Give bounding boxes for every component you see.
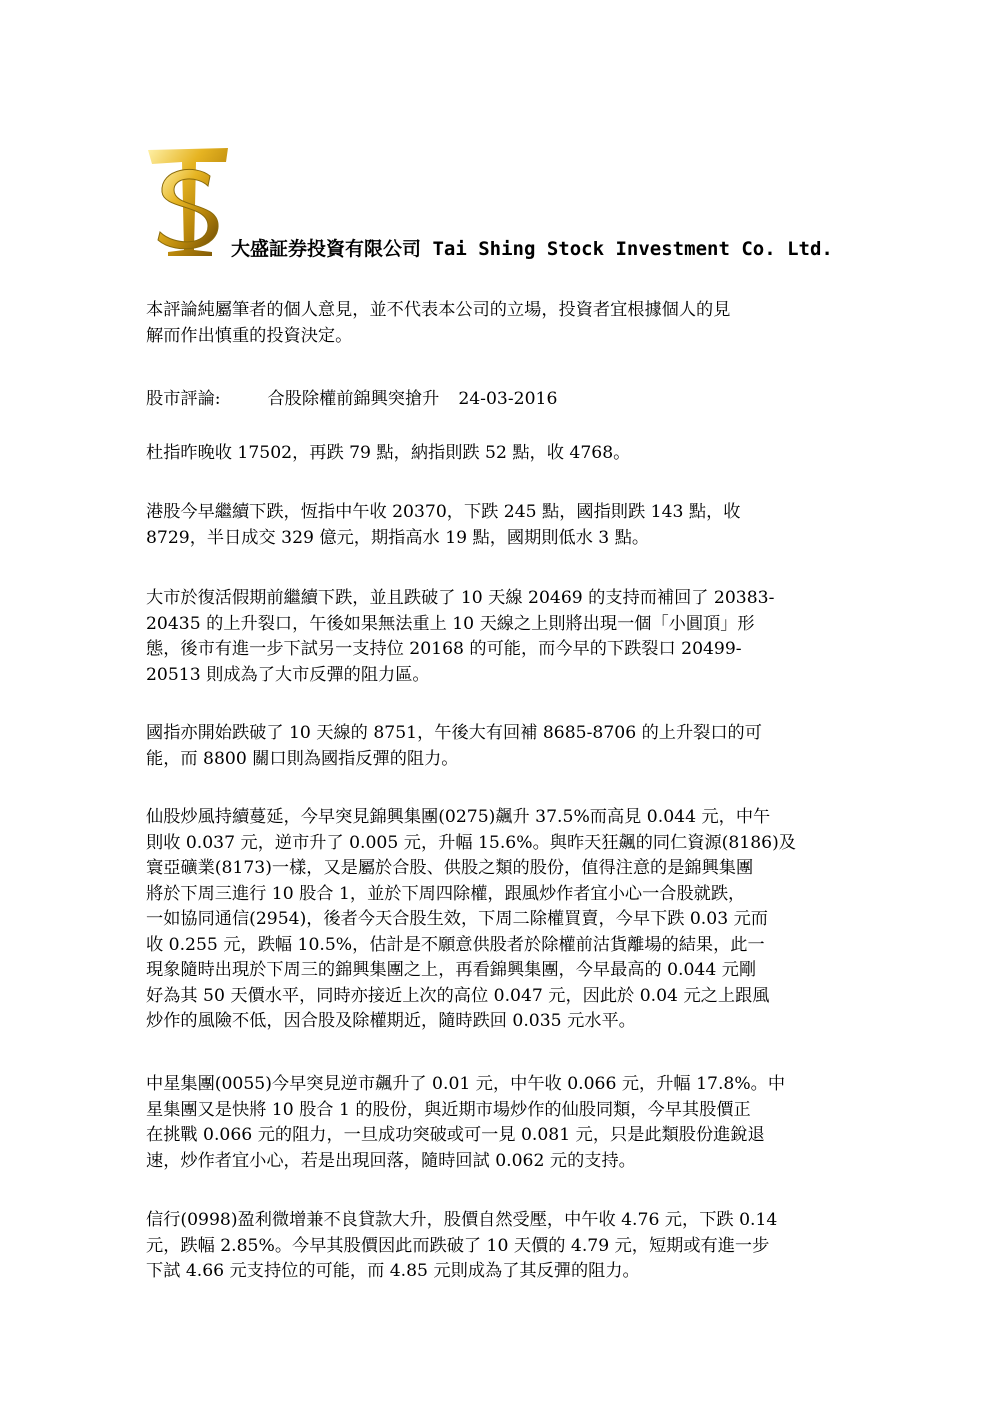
paragraph-line: 元，跌幅 2.85%。今早其股價因此而跌破了 10 天價的 4.79 元，短期或有進一步 <box>146 1235 770 1256</box>
paragraph-line: 信行(0998)盈利微增兼不良貸款大升，股價自然受壓，中午收 4.76 元，下跌 0.14 <box>146 1210 778 1230</box>
paragraph-line: 杜指昨晚收 17502，再跌 79 點，納指則跌 52 點，收 4768。 <box>146 443 631 463</box>
paragraph-line: 炒作的風險不低，因合股及除權期近，隨時跌回 0.035 元水平。 <box>146 1011 636 1031</box>
paragraph-line: 現象隨時出現於下周三的錦興集團之上，再看錦興集團，今早最高的 0.044 元剛 <box>146 960 757 980</box>
paragraph-hscei <box>146 721 846 772</box>
disclaimer <box>146 298 846 349</box>
paragraph-line: 在挑戰 0.066 元的阻力，一旦成功突破或可一見 0.081 元，只是此類股份進銳退 <box>146 1125 765 1145</box>
paragraph-penny-stocks <box>146 805 846 1035</box>
paragraph-line: 中星集團(0055)今早突見逆市飆升了 0.01 元，中午收 0.066 元，升幅 17.8%。中 <box>146 1074 786 1094</box>
paragraph-line: 星集團又是快將 10 股合 1 的股份，與近期市場炒作的仙股同類，今早其股價正 <box>146 1099 751 1120</box>
paragraph-line: 大市於復活假期前繼續下跌，並且跌破了 10 天線 20469 的支持而補回了 20383- <box>146 588 775 608</box>
commentary-heading <box>146 384 557 409</box>
paragraph-line: 寰亞礦業(8173)一樣，又是屬於合股、供股之類的股份，值得注意的是錦興集團 <box>146 858 754 878</box>
paragraph-line: 好為其 50 天價水平，同時亦接近上次的高位 0.047 元，因此於 0.04 元之上跟風 <box>146 985 770 1006</box>
commentary-title: 合股除權前錦興突搶升 <box>267 389 440 409</box>
paragraph-line: 港股今早繼續下跌，恆指中午收 20370，下跌 245 點，國指則跌 143 點，收 <box>146 502 741 522</box>
company-name-en: Tai Shing Stock Investment Co. Ltd. <box>432 238 833 260</box>
commentary-label: 股市評論: <box>146 389 221 409</box>
company-logo <box>146 146 230 256</box>
commentary-date: 24-03-2016 <box>458 389 558 409</box>
paragraph-market-outlook <box>146 586 846 688</box>
paragraph-line: 收 0.255 元，跌幅 10.5%，估計是不願意供股者於除權前沽貨離場的結果，此一 <box>146 934 765 955</box>
paragraph-line: 一如協同通信(2954)，後者今天合股生效，下周二除權買賣，今早下跌 0.03 元而 <box>146 909 768 929</box>
disclaimer-line: 解而作出慎重的投資決定。 <box>146 325 353 346</box>
paragraph-us-markets <box>146 441 846 467</box>
company-name <box>231 234 833 261</box>
paragraph-line: 國指亦開始跌破了 10 天線的 8751，午後大有回補 8685-8706 的上升裂口的可 <box>146 723 762 743</box>
company-name-zh: 大盛証券投資有限公司 <box>231 238 422 260</box>
paragraph-hk-market <box>146 500 846 551</box>
disclaimer-line: 本評論純屬筆者的個人意見，並不代表本公司的立場，投資者宜根據個人的見 <box>146 300 731 320</box>
paragraph-china-star <box>146 1072 846 1174</box>
paragraph-line: 速，炒作者宜小心，若是出現回落，隨時回試 0.062 元的支持。 <box>146 1150 636 1171</box>
paragraph-line: 下試 4.66 元支持位的可能，而 4.85 元則成為了其反彈的阻力。 <box>146 1261 640 1281</box>
paragraph-line: 20513 則成為了大市反彈的阻力區。 <box>146 664 430 685</box>
paragraph-line: 態，後市有進一步下試另一支持位 20168 的可能，而今早的下跌裂口 20499- <box>146 639 742 659</box>
paragraph-citic-bank <box>146 1208 846 1285</box>
paragraph-line: 仙股炒風持續蔓延，今早突見錦興集團(0275)飆升 37.5%而高見 0.044 元，中午 <box>146 807 771 827</box>
paragraph-line: 則收 0.037 元，逆市升了 0.005 元，升幅 15.6%。與昨天狂飆的同仁資源(8186)及 <box>146 832 796 853</box>
paragraph-line: 8729，半日成交 329 億元，期指高水 19 點，國期則低水 3 點。 <box>146 527 650 548</box>
paragraph-line: 20435 的上升裂口，午後如果無法重上 10 天線之上則將出現一個「小圓頂」形 <box>146 613 755 634</box>
paragraph-line: 能，而 8800 關口則為國指反彈的阻力。 <box>146 748 459 769</box>
paragraph-line: 將於下周三進行 10 股合 1，並於下周四除權，跟風炒作者宜小心一合股就跌， <box>146 883 746 904</box>
